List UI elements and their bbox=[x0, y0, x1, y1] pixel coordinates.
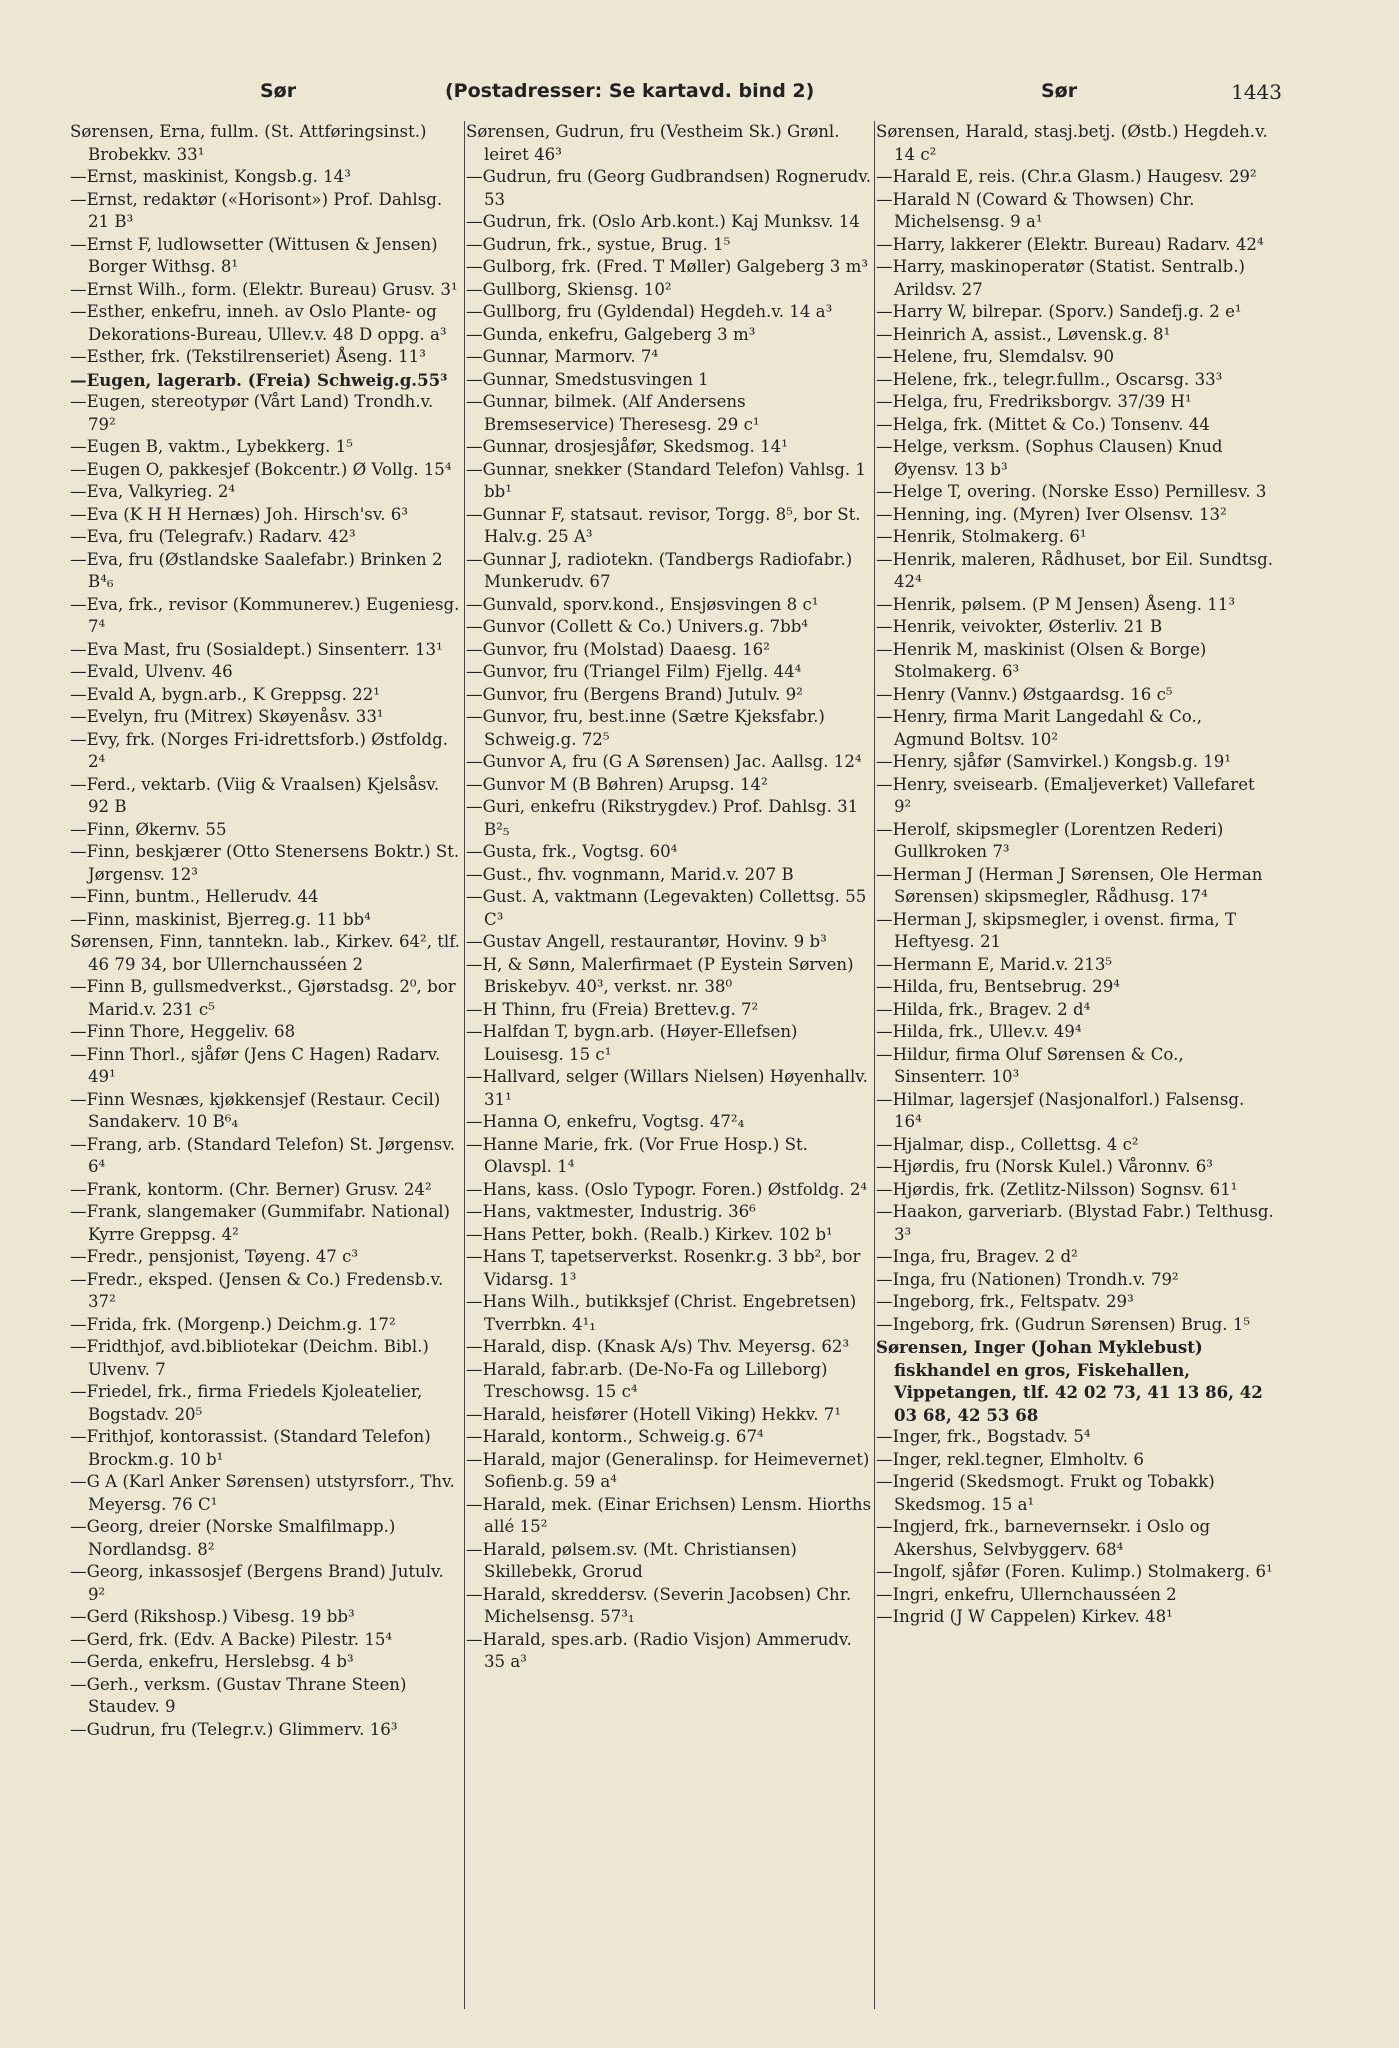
directory-entry: —Eugen B, vaktm., Lybekkerg. 1⁵ bbox=[70, 437, 353, 456]
directory-entry: —Finn Thore, Heggeliv. 68 bbox=[70, 1022, 296, 1041]
directory-entry: —Evald A, bygn.arb., K Greppsg. 22¹ bbox=[70, 684, 380, 704]
directory-entry: —Gust. A, vaktmann (Legevakten) Collettsg. 55 C³ bbox=[466, 887, 867, 929]
directory-entry: —Eugen O, pakkesjef (Bokcentr.) Ø Vollg. 15⁴ bbox=[70, 459, 452, 479]
directory-entry: —Evald, Ulvenv. 46 bbox=[70, 662, 233, 681]
directory-entry: —Harry, maskinoperatør (Statist. Sentralb.) Arildsv. 27 bbox=[876, 257, 1246, 299]
directory-entry: —Gunnar, Smedstusvingen 1 bbox=[466, 369, 709, 389]
directory-entry: —Hans T, tapetserverkst. Rosenkr.g. 3 bb², bor Vidarsg. 1³ bbox=[466, 1247, 861, 1289]
directory-entry: —Gerh., verksm. (Gustav Thrane Steen) Staudev. 9 bbox=[70, 1674, 407, 1716]
directory-entry: —Gunvor (Collett & Co.) Univers.g. 7bb⁴ bbox=[466, 617, 808, 636]
directory-entry: —Gudrun, frk., systue, Brug. 1⁵ bbox=[466, 234, 731, 254]
directory-entry: —Ferd., vektarb. (Viig & Vraalsen) Kjelsåsv. 92 B bbox=[70, 774, 440, 816]
directory-entry: —Georg, inkassosjef (Bergens Brand) Jutulv. 9² bbox=[70, 1562, 444, 1604]
directory-entry: —Esther, enkefru, inneh. av Oslo Plante- og Dekorations-Bureau, Ullev.v. 48 D oppg. a³ bbox=[70, 302, 447, 344]
directory-entry: —Fredr., eksped. (Jensen & Co.) Fredensb.v. 37² bbox=[70, 1269, 444, 1311]
directory-entry: —Finn, Økernv. 55 bbox=[70, 819, 227, 839]
directory-entry: —Henrik, maleren, Rådhuset, bor Eil. Sundtsg. 42⁴ bbox=[876, 549, 1274, 591]
directory-entry: —Harry W, bilrepar. (Sporv.) Sandefj.g. 2 e¹ bbox=[876, 302, 1242, 321]
header-right-keyword: Sør bbox=[1041, 80, 1078, 102]
directory-entry: —Ingeborg, frk., Feltspatv. 29³ bbox=[876, 1292, 1134, 1311]
directory-entry: —Esther, frk. (Tekstilrenseriet) Åseng. 11³ bbox=[70, 347, 426, 366]
directory-entry: —Gunvor A, fru (G A Sørensen) Jac. Aallsg. 12⁴ bbox=[466, 752, 862, 771]
directory-entry: —Harald E, reis. (Chr.a Glasm.) Haugesv. 29² bbox=[876, 167, 1257, 186]
header-center-note: (Postadresser: Se kartavd. bind 2) bbox=[445, 80, 815, 102]
directory-entry: —Guri, enkefru (Rikstrygdev.) Prof. Dahlsg. 31 B²₅ bbox=[466, 797, 859, 839]
directory-entry: —Ingerid (Skedsmogt. Frukt og Tobakk) Skedsmog. 15 a¹ bbox=[876, 1472, 1215, 1514]
directory-entry: —Finn, beskjærer (Otto Stenersens Boktr.) St. Jørgensv. 12³ bbox=[70, 842, 460, 884]
directory-entry: —Inger, frk., Bogstadv. 5⁴ bbox=[876, 1427, 1091, 1446]
directory-entry: —Eva, Valkyrieg. 2⁴ bbox=[70, 482, 236, 501]
directory-entry: —Gullborg, fru (Gyldendal) Hegdeh.v. 14 a³ bbox=[466, 302, 833, 321]
directory-entry: —Frida, frk. (Morgenp.) Deichm.g. 17² bbox=[70, 1314, 396, 1334]
directory-entry: —Gunnar, bilmek. (Alf Andersens Bremseservice) Theresesg. 29 c¹ bbox=[466, 392, 760, 434]
directory-entry: Sørensen, Gudrun, fru (Vestheim Sk.) Grønl. leiret 46³ bbox=[466, 122, 840, 164]
directory-entry: —Gunnar, snekker (Standard Telefon) Vahlsg. 1 bb¹ bbox=[466, 459, 866, 501]
directory-entry: —Helga, frk. (Mittet & Co.) Tonsenv. 44 bbox=[876, 414, 1210, 434]
directory-entry: —Ingrid (J W Cappelen) Kirkev. 48¹ bbox=[876, 1607, 1173, 1626]
directory-entry: —Gudrun, frk. (Oslo Arb.kont.) Kaj Munksv. 14 bbox=[466, 212, 860, 231]
directory-entry: —Gust., fhv. vognmann, Marid.v. 207 B bbox=[466, 864, 794, 884]
directory-entry: —Hans, vaktmester, Industrig. 36⁶ bbox=[466, 1202, 756, 1221]
directory-entry: —Gudrun, fru (Telegr.v.) Glimmerv. 16³ bbox=[70, 1719, 398, 1739]
directory-entry: —Fredr., pensjonist, Tøyeng. 47 c³ bbox=[70, 1247, 359, 1266]
directory-entry: —Gustav Angell, restaurantør, Hovinv. 9 b³ bbox=[466, 932, 827, 951]
directory-entry: —Hilmar, lagersjef (Nasjonalforl.) Falsensg. 16⁴ bbox=[876, 1089, 1245, 1131]
directory-entry: —Ernst, maskinist, Kongsb.g. 14³ bbox=[70, 167, 351, 186]
directory-entry: —Gerda, enkefru, Herslebsg. 4 b³ bbox=[70, 1652, 354, 1671]
directory-entry: —Hermann E, Marid.v. 213⁵ bbox=[876, 954, 1113, 974]
directory-entry: —Frank, kontorm. (Chr. Berner) Grusv. 24² bbox=[70, 1179, 432, 1199]
directory-entry: —Hans, kass. (Oslo Typogr. Foren.) Østfoldg. 2⁴ bbox=[466, 1179, 868, 1199]
directory-entry: —Henry (Vannv.) Østgaardsg. 16 c⁵ bbox=[876, 684, 1173, 704]
directory-entry: —Finn B, gullsmedverkst., Gjørstadsg. 2⁰, bor Marid.v. 231 c⁵ bbox=[70, 977, 456, 1019]
directory-entry: —Frang, arb. (Standard Telefon) St. Jørgensv. 6⁴ bbox=[70, 1134, 456, 1176]
directory-entry: —Halfdan T, bygn.arb. (Høyer-Ellefsen) Louisesg. 15 c¹ bbox=[466, 1022, 798, 1064]
directory-entry: —Gunvor, fru (Triangel Film) Fjellg. 44⁴ bbox=[466, 662, 802, 681]
directory-entry: —Eva, fru (Telegrafv.) Radarv. 42³ bbox=[70, 527, 356, 546]
directory-entry: —Heinrich A, assist., Løvensk.g. 8¹ bbox=[876, 324, 1171, 344]
directory-entry: —Eva, frk., revisor (Kommunerev.) Eugeniesg. 7⁴ bbox=[70, 594, 460, 636]
directory-entry: —Herman J (Herman J Sørensen, Ole Herman Sørensen) skipsmegler, Rådhusg. 17⁴ bbox=[876, 864, 1263, 906]
directory-entry: —Ingri, enkefru, Ullernchausséen 2 bbox=[876, 1584, 1177, 1604]
directory-entry: —Ingjerd, frk., barnevernsekr. i Oslo og Akershus, Selvbyggerv. 68⁴ bbox=[876, 1517, 1211, 1559]
directory-entry: —Henry, firma Marit Langedahl & Co., Agmund Boltsv. 10² bbox=[876, 707, 1203, 749]
directory-entry: —Helge, verksm. (Sophus Clausen) Knud Øyensv. 13 b³ bbox=[876, 437, 1223, 479]
directory-entry: —Ingeborg, frk. (Gudrun Sørensen) Brug. 1⁵ bbox=[876, 1314, 1251, 1334]
header-left-keyword: Sør bbox=[260, 80, 297, 102]
directory-entry: —Finn, buntm., Hellerudv. 44 bbox=[70, 887, 319, 906]
directory-entry: —Harald N (Coward & Thowsen) Chr. Michelsensg. 9 a¹ bbox=[876, 189, 1195, 231]
column-1 bbox=[70, 121, 462, 2008]
directory-entry: —Herman J, skipsmegler, i ovenst. firma, T Heftyesg. 21 bbox=[876, 909, 1237, 951]
directory-entry: —Hjalmar, disp., Collettsg. 4 c² bbox=[876, 1134, 1139, 1154]
directory-entry: —Henrik, Stolmakerg. 6¹ bbox=[876, 527, 1087, 546]
directory-entry: —Frithjof, kontorassist. (Standard Telefon) Brockm.g. 10 b¹ bbox=[70, 1427, 431, 1469]
directory-entry: —H Thinn, fru (Freia) Brettev.g. 7² bbox=[466, 999, 759, 1019]
directory-entry: —Harald, disp. (Knask A/s) Thv. Meyersg. 62³ bbox=[466, 1337, 850, 1356]
directory-entry: —Gulborg, frk. (Fred. T Møller) Galgeberg 3 m³ bbox=[466, 257, 868, 276]
directory-entry: —Hjørdis, frk. (Zetlitz-Nilsson) Sognsv. 61¹ bbox=[876, 1179, 1238, 1199]
directory-entry: —Inga, fru (Nationen) Trondh.v. 79² bbox=[876, 1269, 1179, 1289]
directory-entry: —Harald, pølsem.sv. (Mt. Christiansen) Skillebekk, Grorud bbox=[466, 1539, 797, 1581]
directory-entry: —Hanne Marie, frk. (Vor Frue Hosp.) St. Olavspl. 1⁴ bbox=[466, 1134, 808, 1176]
directory-entry: —Georg, dreier (Norske Smalfilmapp.) Nordlandsg. 8² bbox=[70, 1517, 396, 1559]
directory-entry: —Hjørdis, fru (Norsk Kulel.) Våronnv. 6³ bbox=[876, 1157, 1213, 1176]
directory-entry: —Harald, fabr.arb. (De-No-Fa og Lilleborg) Treschowsg. 15 c⁴ bbox=[466, 1359, 828, 1401]
directory-entry: —G A (Karl Anker Sørensen) utstyrsforr., Thv. Meyersg. 76 C¹ bbox=[70, 1472, 455, 1514]
directory-entry: —Hans Petter, bokh. (Realb.) Kirkev. 102 b¹ bbox=[466, 1224, 833, 1244]
directory-entry: —Finn Wesnæs, kjøkkensjef (Restaur. Cecil) Sandakerv. 10 B⁶₄ bbox=[70, 1089, 441, 1131]
directory-entry: —Henrik, pølsem. (P M Jensen) Åseng. 11³ bbox=[876, 594, 1236, 614]
directory-entry: —Eugen, lagerarb. (Freia) Schweig.g.55³ bbox=[70, 369, 448, 390]
directory-entry: —Inga, fru, Bragev. 2 d² bbox=[876, 1247, 1078, 1266]
directory-entry: —Helene, frk., telegr.fullm., Oscarsg. 33³ bbox=[876, 369, 1223, 389]
directory-entry: —Harry, lakkerer (Elektr. Bureau) Radarv. 42⁴ bbox=[876, 234, 1264, 254]
directory-entry: —Ernst, redaktør («Horisont») Prof. Dahlsg. 21 B³ bbox=[70, 189, 443, 231]
directory-entry: —Harald, heisfører (Hotell Viking) Hekkv. 7¹ bbox=[466, 1404, 841, 1424]
directory-entry: Sørensen, Harald, stasj.betj. (Østb.) Hegdeh.v. 14 c² bbox=[876, 122, 1268, 164]
directory-entry: —Evelyn, fru (Mitrex) Skøyenåsv. 33¹ bbox=[70, 707, 384, 726]
directory-entry: —Harald, skreddersv. (Severin Jacobsen) Chr. Michelsensg. 57³₁ bbox=[466, 1584, 852, 1626]
directory-entry: —Harald, mek. (Einar Erichsen) Lensm. Hiorths allé 15² bbox=[466, 1494, 872, 1536]
directory-entry: —Hallvard, selger (Willars Nielsen) Høyenhallv. 31¹ bbox=[466, 1067, 868, 1109]
directory-entry: —Helge T, overing. (Norske Esso) Pernillesv. 3 bbox=[876, 482, 1267, 501]
directory-entry: —Henrik M, maskinist (Olsen & Borge) Stolmakerg. 6³ bbox=[876, 639, 1207, 681]
directory-entry: —Gunnar, drosjesjåfør, Skedsmog. 14¹ bbox=[466, 437, 788, 456]
directory-entry: —Ernst Wilh., form. (Elektr. Bureau) Grusv. 3¹ bbox=[70, 279, 458, 299]
directory-entry: —Gerd, frk. (Edv. A Backe) Pilestr. 15⁴ bbox=[70, 1629, 393, 1649]
directory-entry: —Herolf, skipsmegler (Lorentzen Rederi) Gullkroken 7³ bbox=[876, 819, 1224, 861]
directory-entry: —Gusta, frk., Vogtsg. 60⁴ bbox=[466, 842, 678, 861]
directory-entry: —Gullborg, Skiensg. 10² bbox=[466, 279, 672, 299]
directory-entry: —Gunnar F, statsaut. revisor, Torgg. 8⁵, bor St. Halv.g. 25 A³ bbox=[466, 504, 861, 546]
directory-entry: —Hilda, fru, Bentsebrug. 29⁴ bbox=[876, 977, 1120, 996]
column-divider bbox=[874, 121, 875, 2009]
directory-entry: —Inger, rekl.tegner, Elmholtv. 6 bbox=[876, 1449, 1144, 1469]
directory-entry: —Hans Wilh., butikksjef (Christ. Engebretsen) Tverrbkn. 4¹₁ bbox=[466, 1292, 857, 1334]
directory-entry: —H, & Sønn, Malerfirmaet (P Eystein Sørven) Briskebyv. 40³, verkst. nr. 38⁰ bbox=[466, 954, 854, 996]
directory-entry: —Harald, spes.arb. (Radio Visjon) Ammerudv. 35 a³ bbox=[466, 1629, 852, 1671]
directory-entry: —Friedel, frk., firma Friedels Kjoleatelier, Bogstadv. 20⁵ bbox=[70, 1382, 423, 1424]
directory-entry: —Harald, major (Generalinsp. for Heimevernet) Sofienb.g. 59 a⁴ bbox=[466, 1449, 870, 1491]
column-divider bbox=[464, 121, 465, 2009]
page-number: 1443 bbox=[1231, 80, 1282, 104]
directory-entry: —Fridthjof, avd.bibliotekar (Deichm. Bibl.) Ulvenv. 7 bbox=[70, 1337, 429, 1379]
directory-entry: —Helene, fru, Slemdalsv. 90 bbox=[876, 347, 1115, 366]
column-3 bbox=[876, 121, 1274, 2008]
directory-entry: —Hanna O, enkefru, Vogtsg. 47²₄ bbox=[466, 1112, 745, 1131]
directory-entry: —Gunnar J, radiotekn. (Tandbergs Radiofabr.) Munkerudv. 67 bbox=[466, 549, 853, 591]
directory-entry: —Finn, maskinist, Bjerreg.g. 11 bb⁴ bbox=[70, 909, 371, 929]
directory-entry: —Eva Mast, fru (Sosialdept.) Sinsenterr. 13¹ bbox=[70, 639, 443, 659]
directory-entry: —Hildur, firma Oluf Sørensen & Co., Sinsenterr. 10³ bbox=[876, 1044, 1184, 1086]
directory-entry: —Hilda, frk., Ullev.v. 49⁴ bbox=[876, 1022, 1082, 1041]
directory-entry: —Gunvor, fru (Molstad) Daaesg. 16² bbox=[466, 639, 770, 659]
directory-entry: —Henry, sjåfør (Samvirkel.) Kongsb.g. 19¹ bbox=[876, 752, 1232, 771]
directory-entry: —Eugen, stereotypør (Vårt Land) Trondh.v. 79² bbox=[70, 392, 434, 434]
directory-entry: —Frank, slangemaker (Gummifabr. National) Kyrre Greppsg. 4² bbox=[70, 1202, 451, 1244]
directory-entry: —Gunvor, fru, best.inne (Sætre Kjeksfabr.) Schweig.g. 72⁵ bbox=[466, 707, 825, 749]
directory-entry: —Henning, ing. (Myren) Iver Olsensv. 13² bbox=[876, 504, 1227, 524]
directory-entry: —Gerd (Rikshosp.) Vibesg. 19 bb³ bbox=[70, 1607, 355, 1626]
directory-entry: —Gunvor, fru (Bergens Brand) Jutulv. 9² bbox=[466, 684, 803, 704]
page-header bbox=[70, 80, 1282, 110]
directory-entry: —Hilda, frk., Bragev. 2 d⁴ bbox=[876, 999, 1091, 1019]
directory-entry: —Helga, fru, Fredriksborgv. 37/39 H¹ bbox=[876, 392, 1192, 411]
directory-entry: —Finn Thorl., sjåfør (Jens C Hagen) Radarv. 49¹ bbox=[70, 1044, 441, 1086]
directory-entry: Sørensen, Erna, fullm. (St. Attføringsinst.) Brobekkv. 33¹ bbox=[70, 122, 427, 164]
directory-entry: —Gunvor M (B Bøhren) Arupsg. 14² bbox=[466, 774, 768, 794]
directory-entry: —Haakon, garveriarb. (Blystad Fabr.) Telthusg. 3³ bbox=[876, 1202, 1274, 1244]
directory-entry: —Henry, sveisearb. (Emaljeverket) Vallefaret 9² bbox=[876, 774, 1255, 816]
directory-entry: Sørensen, Inger (Johan Myklebust) fiskhandel en gros, Fiskehallen, Vippetangen, tlf. 42 02 73, 41 13 86, 42 03 68, 42 53 68 bbox=[876, 1337, 1263, 1425]
directory-entry: —Ingolf, sjåfør (Foren. Kulimp.) Stolmakerg. 6¹ bbox=[876, 1562, 1273, 1581]
directory-entry: —Ernst F, ludlowsetter (Wittusen & Jensen) Borger Withsg. 8¹ bbox=[70, 234, 438, 276]
directory-entry: —Gunnar, Marmorv. 7⁴ bbox=[466, 347, 659, 366]
directory-entry: —Harald, kontorm., Schweig.g. 67⁴ bbox=[466, 1427, 764, 1446]
directory-entry: —Evy, frk. (Norges Fri-idrettsforb.) Østfoldg. 2⁴ bbox=[70, 729, 448, 771]
directory-entry: —Gunda, enkefru, Galgeberg 3 m³ bbox=[466, 324, 756, 344]
directory-entry: —Gudrun, fru (Georg Gudbrandsen) Rognerudv. 53 bbox=[466, 167, 872, 209]
directory-entry: Sørensen, Finn, tanntekn. lab., Kirkev. 64², tlf. 46 79 34, bor Ullernchausséen 2 bbox=[70, 932, 461, 974]
column-2 bbox=[466, 121, 874, 2008]
directory-entry: —Henrik, veivokter, Østerliv. 21 B bbox=[876, 617, 1163, 636]
directory-entry: —Eva (K H H Hernæs) Joh. Hirsch'sv. 6³ bbox=[70, 504, 408, 524]
directory-entry: —Eva, fru (Østlandske Saalefabr.) Brinken 2 B⁴₆ bbox=[70, 549, 443, 591]
directory-entry: —Gunvald, sporv.kond., Ensjøsvingen 8 c¹ bbox=[466, 594, 819, 614]
